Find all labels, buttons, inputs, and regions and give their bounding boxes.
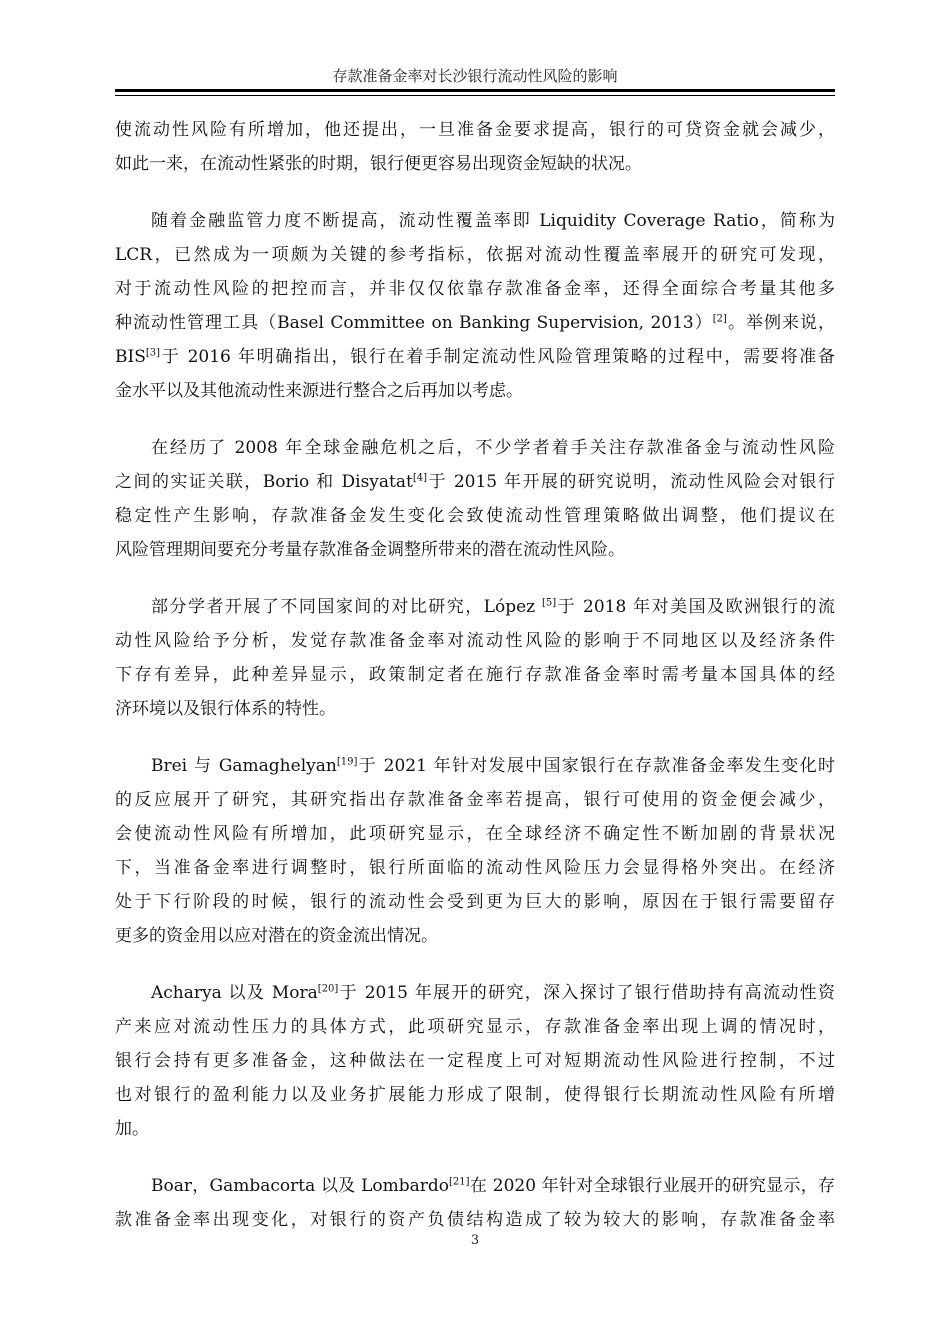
page-number: 3 [470, 1233, 480, 1248]
text-line: 动性风险给予分析，发觉存款准备金率对流动性风险的影响于不同地区以及经济条件 [115, 631, 835, 651]
paragraph-2 [115, 204, 835, 408]
citation-ref: [2] [712, 313, 727, 325]
text-line: 稳定性产生影响，存款准备金发生变化会致使流动性管理策略做出调整，他们提议在 [115, 506, 835, 526]
body-text [115, 113, 835, 1260]
text-run: 种流动性管理工具（Basel Committee on Banking Supervision, 2013） [115, 313, 713, 333]
text-run: 部分学者开展了不同国家间的对比研究，López [151, 597, 542, 617]
text-line: 的反应展开了研究，其研究指出存款准备金率若提高，银行可使用的资金便会减少， [115, 790, 835, 810]
text-line: 在经历了 2008 年全球金融危机之后，不少学者着手关注存款准备金与流动性风险 [151, 438, 835, 458]
text-line: 会使流动性风险有所增加，此项研究显示，在全球经济不确定性不断加剧的背景状况 [115, 824, 835, 844]
text-run: 在 2020 年针对全球银行业展开的研究显示，存 [469, 1176, 835, 1196]
text-run: 于 2015 年展开的研究，深入探讨了银行借助持有高流动性资 [338, 983, 835, 1003]
text-run: Boar，Gambacorta 以及 Lombardo [151, 1176, 450, 1196]
citation-ref: [21] [449, 1176, 470, 1188]
text-line: 济环境以及银行体系的特性。 [115, 699, 336, 719]
text-line: 产来应对流动性压力的具体方式，此项研究显示，存款准备金率出现上调的情况时， [115, 1017, 835, 1037]
text-line: 处于下行阶段的时候，银行的流动性会受到更为巨大的影响，原因在于银行需要留存 [115, 892, 835, 912]
citation-ref: [3] [145, 347, 161, 359]
text-run: Acharya 以及 Mora [151, 983, 318, 1003]
text-line: 也对银行的盈利能力以及业务扩展能力形成了限制，使得银行长期流动性风险有所增 [115, 1085, 835, 1105]
text-run: 于 2018 年对美国及欧洲银行的流 [556, 597, 835, 617]
paragraph-7 [115, 1169, 835, 1237]
paragraph-3 [115, 431, 835, 567]
text-run: BIS [115, 347, 146, 367]
text-run: 。举例来说， [726, 313, 835, 333]
text-line: 随着金融监管力度不断提高，流动性覆盖率即 Liquidity Coverage Ratio，简称为 [151, 211, 835, 231]
text-line: 对于流动性风险的把控而言，并非仅仅依靠存款准备金率，还得全面综合考量其他多 [115, 279, 835, 299]
text-line [115, 1169, 835, 1203]
text-line: 更多的资金用以应对潜在的资金流出情况。 [115, 926, 438, 946]
text-line: 下，当准备金率进行调整时，银行所面临的流动性风险压力会显得格外突出。在经济 [115, 858, 835, 878]
text-line: 款准备金率出现变化，对银行的资产负债结构造成了较为较大的影响，存款准备金率 [115, 1210, 835, 1230]
text-line [115, 340, 835, 374]
text-run: 之间的实证关联，Borio 和 Disyatat [115, 472, 413, 492]
text-run: 于 2021 年针对发展中国家银行在存款准备金率发生变化时 [357, 756, 835, 776]
text-line [115, 465, 835, 499]
citation-ref: [4] [412, 472, 428, 484]
paragraph-4 [115, 590, 835, 726]
header-rule-thick [115, 89, 835, 92]
text-line: 风险管理期间要充分考量存款准备金调整所带来的潜在流动性风险。 [115, 540, 625, 560]
text-line [115, 976, 835, 1010]
text-line: 金水平以及其他流动性来源进行整合之后再加以考虑。 [115, 381, 523, 401]
text-line: LCR，已然成为一项颇为关键的参考指标，依据对流动性覆盖率展开的研究可发现， [115, 245, 835, 265]
text-line [115, 590, 835, 624]
citation-ref: [19] [336, 756, 358, 768]
text-line [115, 749, 835, 783]
paragraph-5 [115, 749, 835, 953]
text-line: 加。 [115, 1119, 149, 1139]
text-line: 如此一来，在流动性紧张的时期，银行便更容易出现资金短缺的状况。 [115, 154, 642, 174]
text-run: 于 2016 年明确指出，银行在着手制定流动性风险管理策略的过程中，需要将准备 [160, 347, 835, 367]
text-line: 使流动性风险有所增加，他还提出，一旦准备金要求提高，银行的可贷资金就会减少， [115, 120, 835, 140]
running-header: 存款准备金率对长沙银行流动性风险的影响 [332, 67, 618, 85]
paragraph-1 [115, 113, 835, 181]
paragraph-6 [115, 976, 835, 1146]
header-rule-thin [115, 95, 835, 96]
text-line: 下存有差异，此种差异显示，政策制定者在施行存款准备金率时需考量本国具体的经 [115, 665, 835, 685]
text-line: 银行会持有更多准备金，这种做法在一定程度上可对短期流动性风险进行控制，不过 [115, 1051, 835, 1071]
citation-ref: [20] [317, 983, 339, 995]
text-run: 于 2015 年开展的研究说明，流动性风险会对银行 [427, 472, 835, 492]
text-run: Brei 与 Gamaghelyan [151, 756, 337, 776]
text-line [115, 306, 835, 340]
citation-ref: [5] [542, 597, 557, 609]
